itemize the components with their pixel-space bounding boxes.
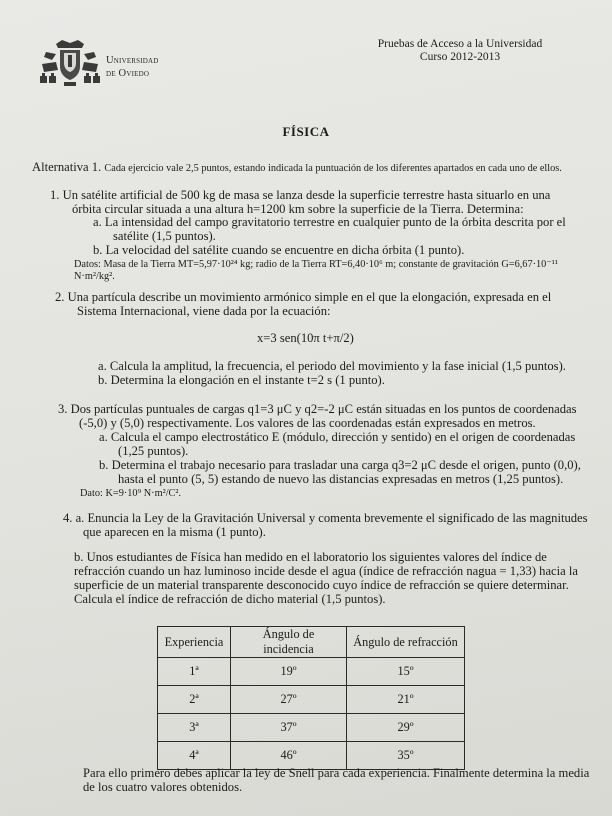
table-cell: 19º (231, 658, 347, 686)
q4-a-line-1: 4. a. Enuncia la Ley de la Gravitación Universal y comenta brevemente el significado de las magnitudes (63, 511, 588, 525)
table-row (158, 658, 465, 686)
q4-b-line-2: refracción cuando un haz luminoso incide desde el agua (índice de refracción nagua = 1,33) hacia la (74, 564, 578, 578)
table-cell: 37º (231, 714, 347, 742)
q3-line-2: (-5,0) y (5,0) respectivamente. Los valores de las coordenadas están expresados en metros. (79, 416, 536, 430)
exam-title: Pruebas de Acceso a la Universidad (377, 38, 543, 50)
table-row (158, 686, 465, 714)
q4-footer-line-1: Para ello primero debes aplicar la ley de Snell para cada experiencia. Finalmente determina la media (83, 766, 590, 780)
table-cell: 15º (347, 658, 465, 686)
q1-line-2: órbita circular situada a una altura h=1200 km sobre la superficie de la Tierra. Determina: (72, 202, 524, 216)
alternative-label: Alternativa 1. (32, 160, 102, 174)
q4-b-line-3: superficie de un material transparente desconocido cuyo índice de refracción se quiere determinar. (74, 578, 569, 592)
q1-a-line-2: satélite (1,5 puntos). (113, 229, 216, 243)
q4-footer-line-2: de los cuatro valores obtenidos. (83, 780, 243, 794)
university-logo (38, 38, 178, 90)
table-cell: 21º (347, 686, 465, 714)
q3-a-line-2: (1,25 puntos). (118, 444, 189, 458)
table-header-row (158, 627, 465, 658)
table-header-experiencia: Experiencia (158, 627, 231, 658)
q1-b: b. La velocidad del satélite cuando se encuentre en dicha órbita (1 punto). (93, 243, 465, 257)
table-cell: 1ª (158, 658, 231, 686)
table-cell: 2ª (158, 686, 231, 714)
q3-line-1: 3. Dos partículas puntuales de cargas q1=3 μC y q2=-2 μC están situadas en los puntos de coordenadas (58, 402, 577, 416)
q1-data-line-2: N·m²/kg². (74, 271, 115, 282)
q3-data: Dato: K=9·10⁹ N·m²/C². (80, 488, 182, 499)
subject-title: FÍSICA (282, 124, 330, 139)
q1-line-1: 1. Un satélite artificial de 500 kg de masa se lanza desde la superficie terrestre hasta situarlo en una (50, 188, 551, 202)
q2-line-2: Sistema Internacional, viene dada por la ecuación: (77, 304, 331, 318)
university-name-line2: de Oviedo (106, 68, 150, 79)
q1-data-line-1: Datos: Masa de la Tierra MT=5,97·10²⁴ kg; radio de la Tierra RT=6,40·10⁶ m; constante de gravitación G=6,67·10⁻¹¹ (74, 259, 558, 270)
refraction-table (157, 626, 465, 770)
q4-b-line-4: Calcula el índice de refracción de dicho material (1,5 puntos). (74, 592, 386, 606)
q4-b-line-1: b. Unos estudiantes de Física han medido en el laboratorio los siguientes valores del índice de (74, 550, 547, 564)
q1-a-line-1: a. La intensidad del campo gravitatorio terrestre en cualquier punto de la órbita descrita por el (93, 215, 566, 229)
table-cell: 3ª (158, 714, 231, 742)
table-header-refraccion: Ángulo de refracción (347, 627, 465, 658)
q2-equation: x=3 sen(10π t+π/2) (257, 331, 354, 345)
coat-of-arms-icon (38, 38, 102, 90)
table-cell: 4ª (158, 742, 231, 770)
table-header-incidencia: Ángulo de incidencia (231, 627, 347, 658)
q2-a: a. Calcula la amplitud, la frecuencia, el periodo del movimiento y la fase inicial (1,5 puntos). (98, 359, 566, 373)
q3-a-line-1: a. Calcula el campo electrostático E (módulo, dirección y sentido) en el origen de coordenadas (99, 430, 576, 444)
alternative-line (32, 160, 562, 176)
table-cell: 46º (231, 742, 347, 770)
q2-b: b. Determina la elongación en el instante t=2 s (1 punto). (98, 373, 385, 387)
exam-course: Curso 2012-2013 (419, 51, 501, 63)
q3-b-line-2: hasta el punto (5, 5) estando de nuevo las distancias expresadas en metros (1,25 puntos). (118, 472, 564, 486)
table-row (158, 714, 465, 742)
alternative-note: Cada ejercicio vale 2,5 puntos, estando indicada la puntuación de los diferentes apartados en cada uno de ellos. (104, 163, 562, 174)
table-cell: 27º (231, 686, 347, 714)
table-cell: 29º (347, 714, 465, 742)
exam-header (360, 38, 560, 64)
university-name-line1: Universidad (106, 55, 159, 66)
q4-a-line-2: que aparecen en la misma (1 punto). (83, 525, 266, 539)
q3-b-line-1: b. Determina el trabajo necesario para trasladar una carga q3=2 μC desde el origen, punto (0,0), (99, 458, 581, 472)
university-name (106, 54, 159, 80)
table-cell: 35º (347, 742, 465, 770)
q2-line-1: 2. Una partícula describe un movimiento armónico simple en el que la elongación, expresada en el (55, 290, 552, 304)
